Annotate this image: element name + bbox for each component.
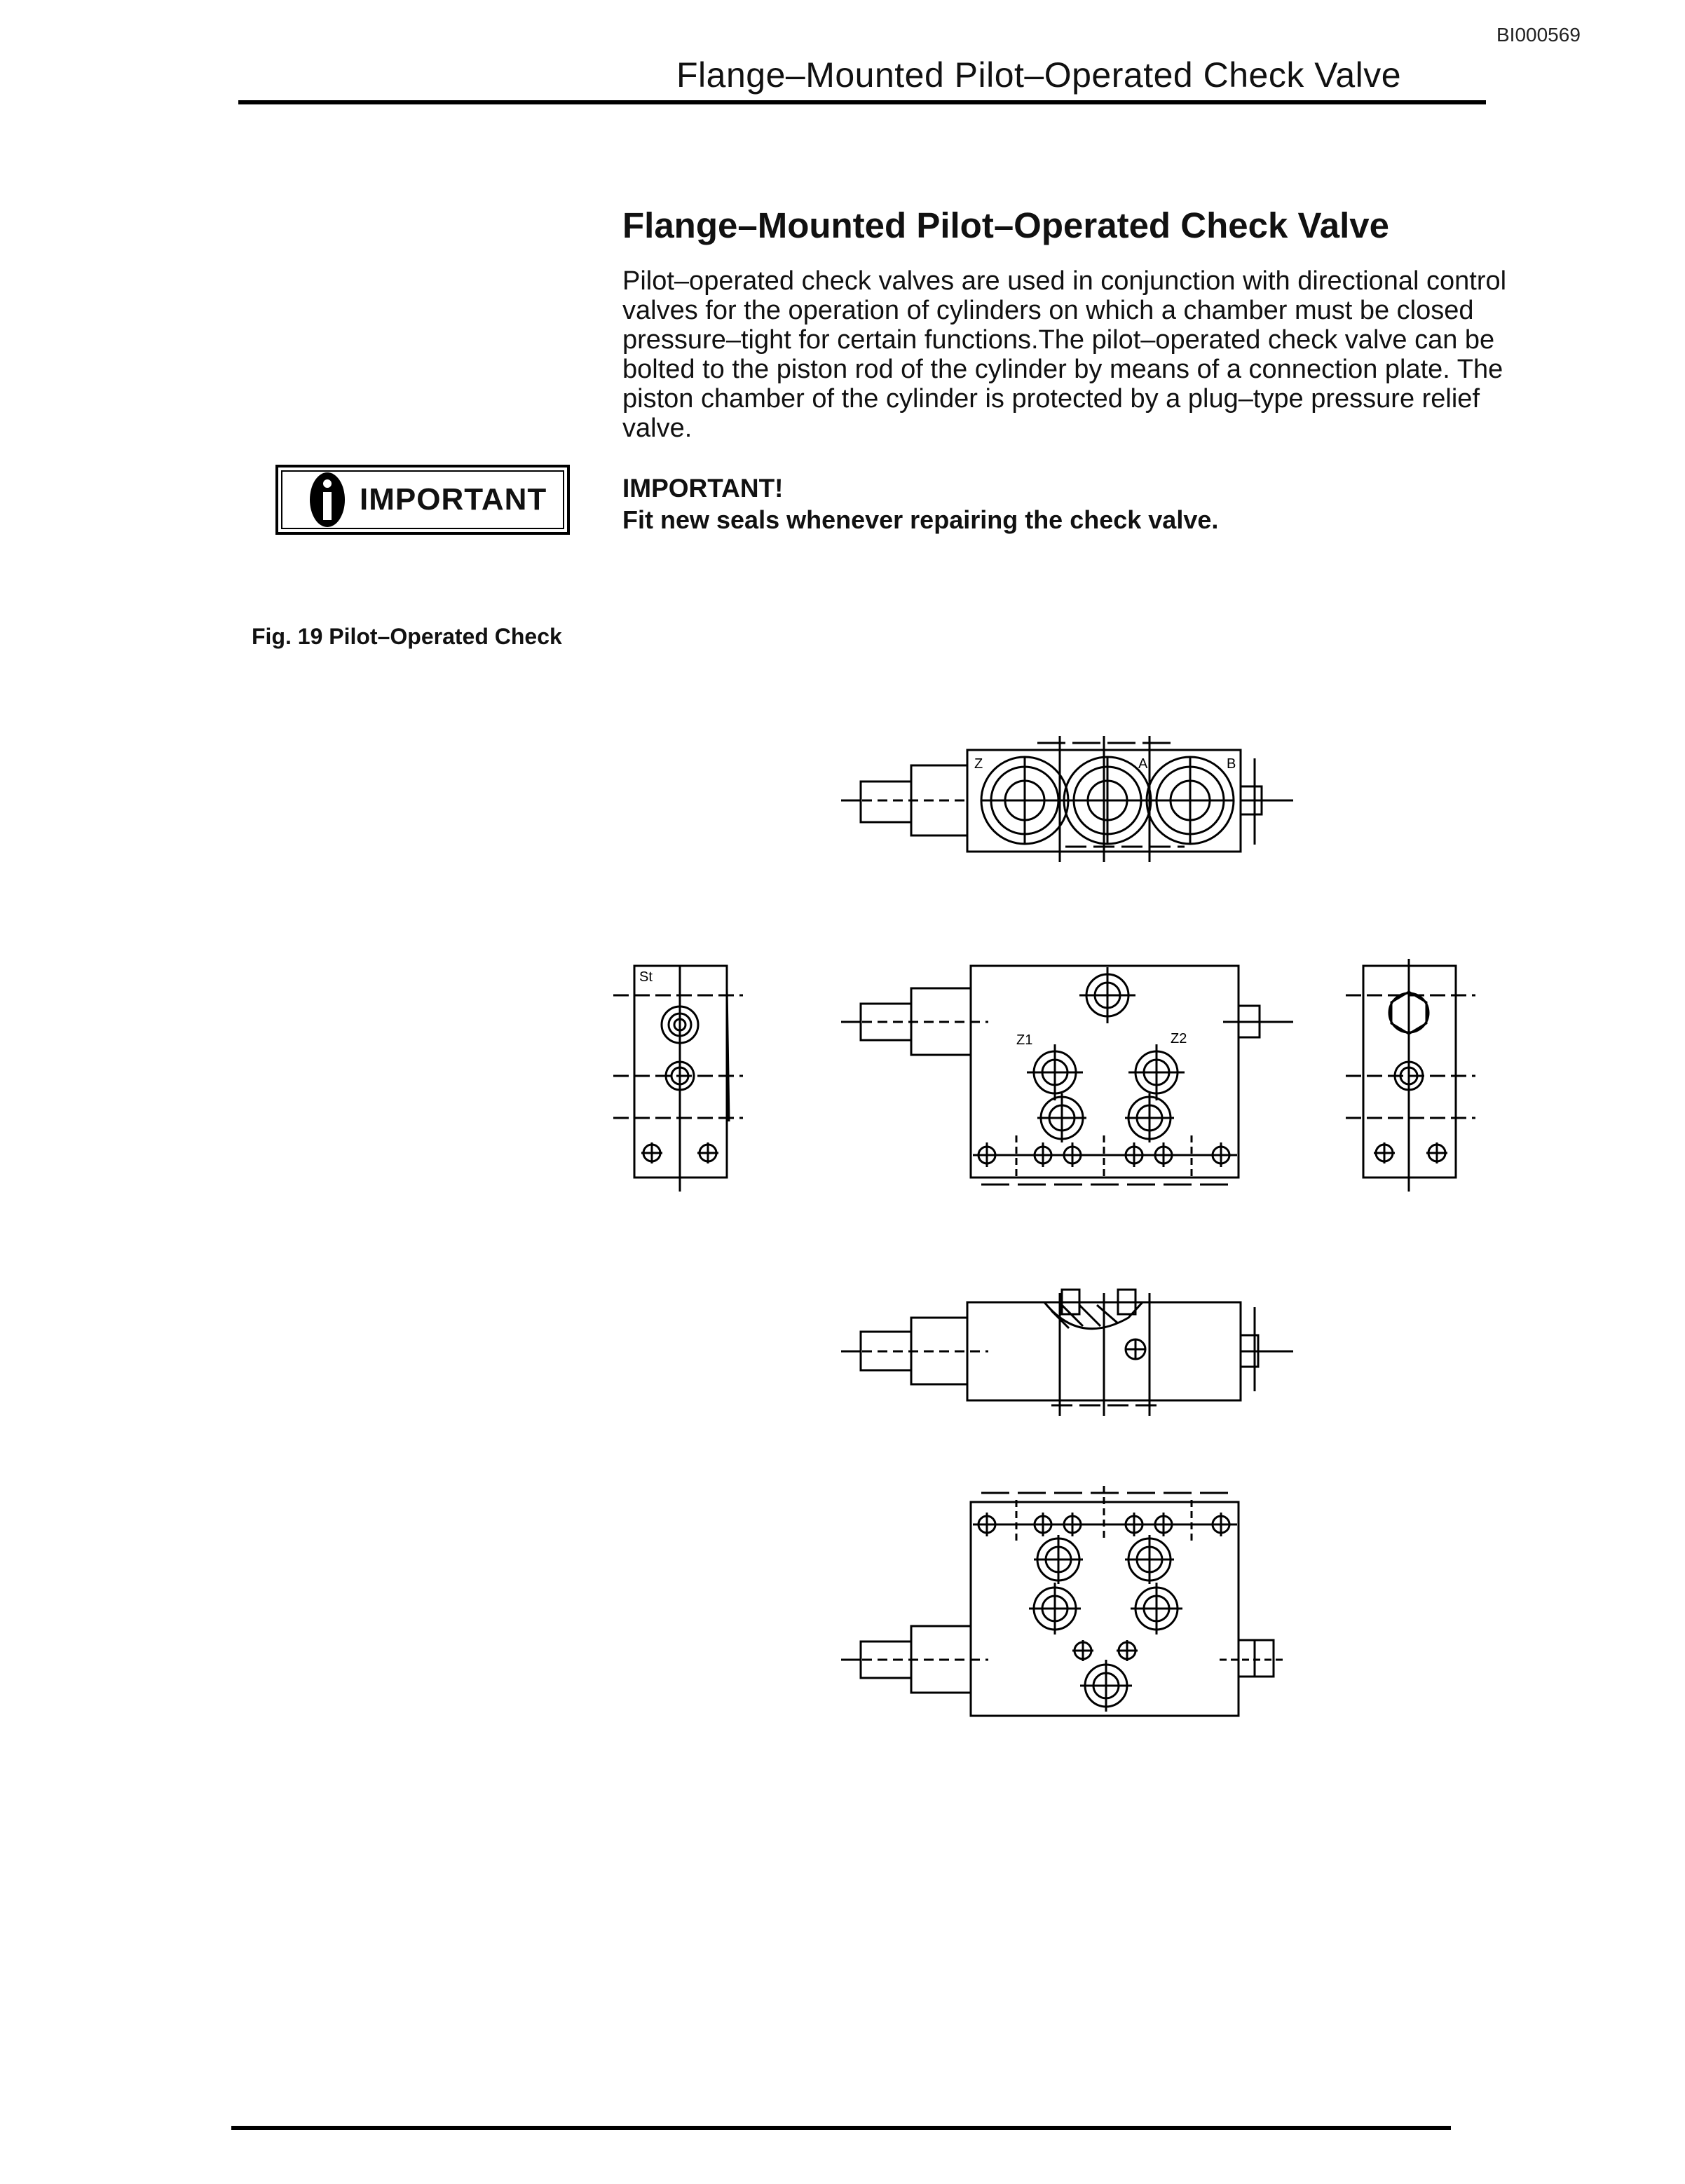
valve-section-view <box>841 1290 1293 1416</box>
document-id: BI000569 <box>1496 24 1581 46</box>
important-badge-label: IMPORTANT <box>360 482 547 517</box>
port-label-z2: Z2 <box>1171 1031 1187 1046</box>
important-badge <box>275 465 570 535</box>
valve-left-side-view <box>613 966 743 1192</box>
important-heading: IMPORTANT! <box>622 474 784 503</box>
important-note: Fit new seals whenever repairing the check valve. <box>622 505 1219 534</box>
port-label-z: Z <box>974 756 983 772</box>
running-header: Flange–Mounted Pilot–Operated Check Valve <box>676 55 1402 95</box>
port-label-a: A <box>1138 756 1148 772</box>
figure-caption: Fig. 19 Pilot–Operated Check <box>252 624 562 649</box>
header-rule <box>238 100 1486 104</box>
port-label-z1: Z1 <box>1016 1032 1033 1048</box>
port-label-b: B <box>1227 756 1236 772</box>
footer-rule <box>231 2126 1451 2130</box>
valve-top-view <box>841 736 1293 862</box>
valve-bottom-view <box>841 1486 1283 1716</box>
valve-right-side-view <box>1346 959 1475 1192</box>
body-paragraph: Pilot–operated check valves are used in conjunction with directional control valves for the operation of cylinders on which a chamber must be closed pressure–tight for certain functions.The pilot–operated check valve can be bolted to the piston rod of the cylinder by means of a connection plate. The piston chamber of the cylinder is protected by a plug–type pressure relief valve. <box>622 266 1507 443</box>
port-label-st: St <box>639 969 653 985</box>
valve-front-view <box>841 966 1293 1185</box>
section-title: Flange–Mounted Pilot–Operated Check Valve <box>622 205 1389 245</box>
